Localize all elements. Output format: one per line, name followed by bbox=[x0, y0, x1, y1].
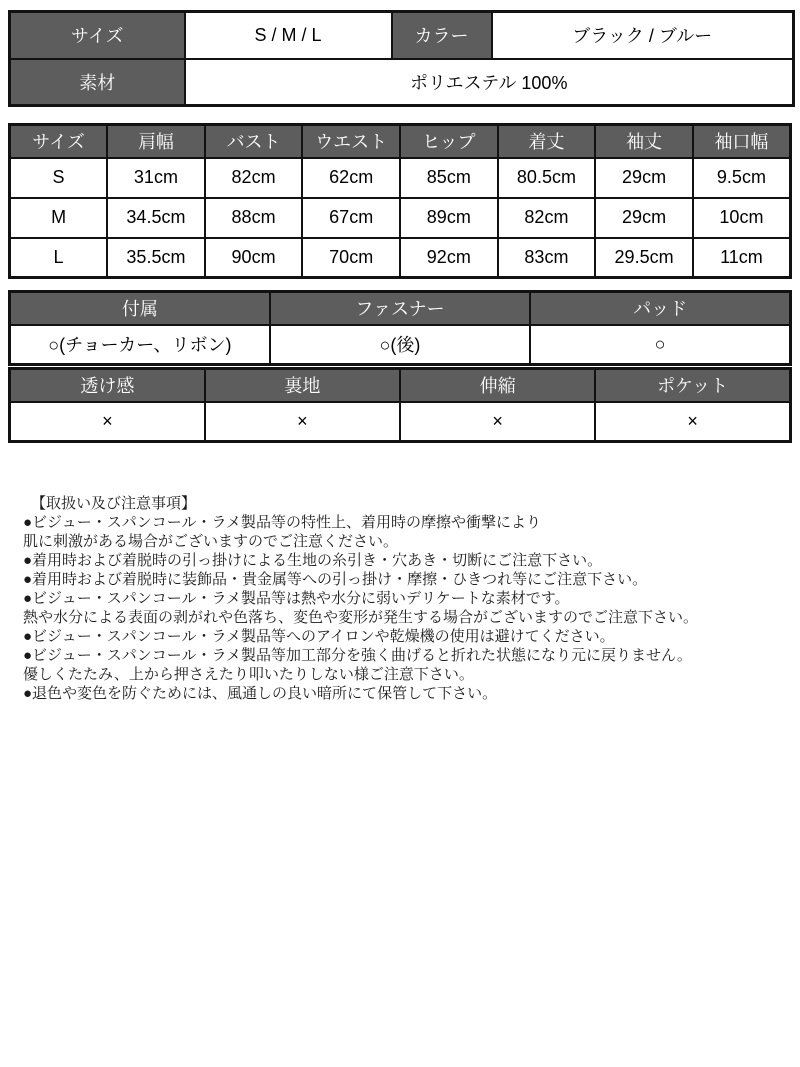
table-row bbox=[10, 402, 791, 442]
cell-bust: 82cm bbox=[205, 158, 303, 198]
cell-hip: 92cm bbox=[400, 238, 498, 278]
note-line: 肌に刺激がある場合がございますのでご注意ください。 bbox=[23, 533, 399, 550]
col-header-sleeve-length: 袖丈 bbox=[595, 125, 693, 158]
col-header-lining: 裏地 bbox=[205, 369, 400, 402]
table-row-size-m bbox=[10, 198, 791, 238]
col-header-bust: バスト bbox=[205, 125, 303, 158]
cell-size: S bbox=[10, 158, 108, 198]
cell-shoulder-width: 35.5cm bbox=[107, 238, 205, 278]
cell-length: 83cm bbox=[498, 238, 596, 278]
cell-lining: × bbox=[205, 402, 400, 442]
size-color-material-table bbox=[8, 10, 795, 107]
table-header-row bbox=[10, 369, 791, 402]
cell-length: 80.5cm bbox=[498, 158, 596, 198]
cell-cuff-width: 11cm bbox=[693, 238, 791, 278]
cell-shoulder-width: 34.5cm bbox=[107, 198, 205, 238]
col-header-size: サイズ bbox=[10, 125, 108, 158]
cell-waist: 70cm bbox=[302, 238, 400, 278]
note-line: ●ビジュー・スパンコール・ラメ製品等の特性上、着用時の摩擦や衝撃により bbox=[23, 514, 542, 531]
note-line: ●退色や変色を防ぐためには、風通しの良い暗所にて保管して下さい。 bbox=[23, 685, 498, 702]
note-line: 優しくたたみ、上から押さえたり叩いたりしない様ご注意下さい。 bbox=[23, 666, 474, 683]
col-header-waist: ウエスト bbox=[302, 125, 400, 158]
note-line: ●着用時および着脱時の引っ掛けによる生地の糸引き・穴あき・切断にご注意下さい。 bbox=[23, 552, 603, 569]
measurements-table bbox=[8, 123, 792, 279]
col-header-fastener: ファスナー bbox=[270, 292, 530, 325]
cell-sleeve-length: 29.5cm bbox=[595, 238, 693, 278]
col-header-cuff-width: 袖口幅 bbox=[693, 125, 791, 158]
size-value-cell: S / M / L bbox=[185, 12, 392, 59]
note-line: ●ビジュー・スパンコール・ラメ製品等加工部分を強く曲げると折れた状態になり元に戻りません。 bbox=[23, 647, 692, 664]
table-row bbox=[10, 59, 794, 106]
col-header-sheerness: 透け感 bbox=[10, 369, 205, 402]
cell-pad: ○ bbox=[530, 325, 790, 365]
cell-waist: 62cm bbox=[302, 158, 400, 198]
cell-stretch: × bbox=[400, 402, 595, 442]
col-header-pocket: ポケット bbox=[595, 369, 790, 402]
cell-length: 82cm bbox=[498, 198, 596, 238]
cell-cuff-width: 9.5cm bbox=[693, 158, 791, 198]
col-header-stretch: 伸縮 bbox=[400, 369, 595, 402]
table-row-size-l bbox=[10, 238, 791, 278]
col-header-pad: パッド bbox=[530, 292, 790, 325]
notes-title: 【取扱い及び注意事項】 bbox=[31, 495, 197, 512]
cell-sleeve-length: 29cm bbox=[595, 158, 693, 198]
cell-pocket: × bbox=[595, 402, 790, 442]
handling-notes bbox=[8, 494, 792, 703]
cell-size: M bbox=[10, 198, 108, 238]
note-line: ●着用時および着脱時に装飾品・貴金属等への引っ掛け・摩擦・ひきつれ等にご注意下さい。 bbox=[23, 571, 648, 588]
table-header-row bbox=[10, 125, 791, 158]
table-row bbox=[10, 325, 791, 365]
cell-bust: 88cm bbox=[205, 198, 303, 238]
cell-fastener: ○(後) bbox=[270, 325, 530, 365]
cell-sheerness: × bbox=[10, 402, 205, 442]
table-row-size-s bbox=[10, 158, 791, 198]
cell-size: L bbox=[10, 238, 108, 278]
cell-shoulder-width: 31cm bbox=[107, 158, 205, 198]
col-header-shoulder-width: 肩幅 bbox=[107, 125, 205, 158]
note-line: 熱や水分による表面の剥がれや色落ち、変色や変形が発生する場合がございますのでご注意下さい。 bbox=[23, 609, 699, 626]
cell-bust: 90cm bbox=[205, 238, 303, 278]
material-value-cell: ポリエステル 100% bbox=[185, 59, 794, 106]
color-value-cell: ブラック / ブルー bbox=[492, 12, 794, 59]
cell-sleeve-length: 29cm bbox=[595, 198, 693, 238]
cell-cuff-width: 10cm bbox=[693, 198, 791, 238]
note-line: ●ビジュー・スパンコール・ラメ製品等は熱や水分に弱いデリケートな素材です。 bbox=[23, 590, 570, 607]
features-table bbox=[8, 290, 792, 366]
details-table bbox=[8, 367, 792, 443]
cell-accessories: ○(チョーカー、リボン) bbox=[10, 325, 270, 365]
material-label-cell: 素材 bbox=[10, 59, 185, 106]
cell-waist: 67cm bbox=[302, 198, 400, 238]
col-header-accessories: 付属 bbox=[10, 292, 270, 325]
table-header-row bbox=[10, 292, 791, 325]
size-label-cell: サイズ bbox=[10, 12, 185, 59]
col-header-length: 着丈 bbox=[498, 125, 596, 158]
note-line: ●ビジュー・スパンコール・ラメ製品等へのアイロンや乾燥機の使用は避けてください。 bbox=[23, 628, 615, 645]
cell-hip: 85cm bbox=[400, 158, 498, 198]
col-header-hip: ヒップ bbox=[400, 125, 498, 158]
table-row bbox=[10, 12, 794, 59]
color-label-cell: カラー bbox=[392, 12, 492, 59]
cell-hip: 89cm bbox=[400, 198, 498, 238]
